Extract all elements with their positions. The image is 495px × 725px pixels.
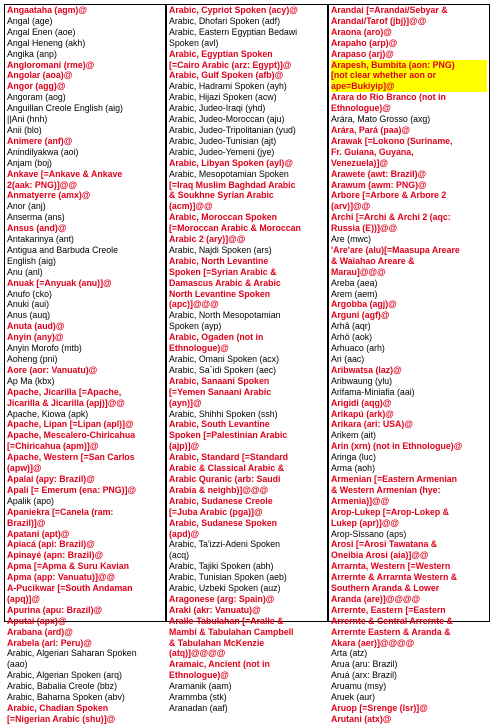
language-entry: Venezuela)]@	[331, 157, 388, 168]
language-entry: Arabic, Hijazi Spoken (acw)	[169, 92, 277, 103]
language-entry: Aramaic, Ancient (not in	[169, 659, 270, 670]
language-entry: Arawak [=Lokono (Suriname,	[331, 135, 453, 146]
language-entry: Areba (aea)	[331, 277, 378, 288]
language-entry: Ethnologue)@	[331, 103, 391, 114]
language-entry: Aruá (arx: Brazil)	[331, 670, 397, 681]
language-entry: (aao)	[7, 659, 28, 670]
language-entry: Arabic, Hadrami Spoken (ayh)	[169, 81, 287, 92]
language-entry: Arabic & Classical Arabic &	[169, 463, 285, 474]
language-entry: Aribwatsa (laz)@	[331, 364, 402, 375]
language-entry: [=Cairo Arabic (arz: Egypt)]@	[169, 59, 292, 70]
language-entry: Angal Heneng (akh)	[7, 37, 86, 48]
language-entry: ||Ani (hnh)	[7, 114, 48, 125]
language-entry: Angaataha (agm)@	[7, 5, 87, 15]
language-entry: Aramanik (aam)	[169, 681, 232, 692]
language-entry: (ayn)]@	[169, 397, 202, 408]
language-entry: Angika (anp)	[7, 48, 57, 59]
language-entry: Apatani (apt)@	[7, 528, 70, 539]
language-entry: Ap Ma (kbx)	[7, 375, 55, 386]
language-entry: Anii (blo)	[7, 124, 42, 135]
language-entry: Apinayé (apn: Brazil)@	[7, 550, 104, 561]
language-entry: Akara (aer)]@@@@	[331, 637, 415, 648]
language-entry: Arabic, Judeo-Tripolitanian (yud)	[169, 124, 296, 135]
language-entry: English (aig)	[7, 255, 56, 266]
language-entry: Antakarinya (ant)	[7, 234, 74, 245]
language-entry: Anuta (aud)@	[7, 321, 65, 332]
language-entry: Arabic, Sanaani Spoken	[169, 375, 270, 386]
language-entry: Jicarilla & Jicarilla (apj)]@@	[7, 397, 125, 408]
language-entry: Arikapú (ark)@	[331, 408, 394, 419]
language-entry: Apache, Jicarilla [=Apache,	[7, 386, 122, 397]
language-entry: [=Moroccan Arabic & Moroccan	[169, 223, 301, 234]
language-entry: Arabic, Standard [=Standard	[169, 452, 289, 463]
language-entry: Arhuaco (arh)	[331, 343, 385, 354]
language-entry: Arma (aoh)	[331, 463, 375, 474]
language-entry: ape=Bukiyip]@	[331, 81, 487, 92]
language-entry: Angolar (aoa)@	[7, 70, 73, 81]
language-entry: Angor (agg)@	[7, 81, 66, 92]
language-entry: Arikem (ait)	[331, 430, 376, 441]
language-entry: Arabic, Judeo-Iraqi (yhd)	[169, 103, 266, 114]
language-entry: Arrernte & Central Arrernte &	[331, 615, 453, 626]
language-entry: Argobba (agj)@	[331, 299, 397, 310]
language-entry: 2(aak: PNG)]@@	[7, 179, 77, 190]
language-entry: Arrernte & Arrarnta Western &	[331, 572, 458, 583]
language-entry: Arop-Lukep [=Arop-Lokep &	[331, 506, 450, 517]
language-entry: Arapesh, Bumbita (aon: PNG)	[331, 60, 487, 71]
language-entry: Arabic, Judeo-Yemeni (jye)	[169, 146, 275, 157]
language-entry: Animere (anf)@	[7, 135, 73, 146]
language-entry: Angoram (aog)	[7, 92, 66, 103]
language-entry: Arabic Quranic (arb: Saudi	[169, 473, 281, 484]
language-entry: Lukep (apr)]@@	[331, 517, 399, 528]
language-entry: Arifama-Miniafia (aai)	[331, 386, 415, 397]
language-entry: Arabic, Moroccan Spoken	[169, 212, 278, 223]
language-entry: Arabic, Judeo-Moroccan (aju)	[169, 114, 285, 125]
language-entry: Arguni (agf)@	[331, 310, 390, 321]
language-entry: (apc)]@@@	[169, 299, 219, 310]
language-entry: Angloromani (rme)@	[7, 59, 95, 70]
language-entry: Arabic, Mesopotamian Spoken	[169, 168, 289, 179]
language-entry: Apache, Mescalero-Chiricahua	[7, 430, 136, 441]
language-entry: Russia (E))]@@	[331, 223, 398, 234]
language-entry: Anufo (cko)	[7, 288, 52, 299]
language-entry: [=Iraq Muslim Baghdad Arabic	[169, 179, 296, 190]
language-entry: Anguillan Creole English (aig)	[7, 103, 123, 114]
language-entry: Apali [= Emerum (ena: PNG)]@	[7, 484, 137, 495]
language-entry: Anyin (any)@	[7, 332, 64, 343]
language-entry: Aranda (are)]@@@@	[331, 593, 421, 604]
language-entry: Arabic, Algerian Spoken (arq)	[7, 670, 122, 681]
language-entry: Arammba (stk)	[169, 692, 227, 703]
language-entry: Armenia)]@@	[331, 495, 390, 506]
language-entry: Arabic, Sudanese Creole	[169, 495, 273, 506]
language-entry: (apd)@	[169, 528, 200, 539]
language-entry: Arrarnta, Western [=Western	[331, 561, 451, 572]
language-entry: Arbore [=Arbore & Arbore 2	[331, 190, 447, 201]
language-entry: Arawete (awt: Brazil)@	[331, 168, 427, 179]
language-entry: Arabic 2 (ary)]@@	[169, 234, 246, 245]
language-entry: (acm)]@@	[169, 201, 213, 212]
language-entry: Arára, Pará (paa)@	[331, 124, 410, 135]
language-entry: Arhâ (aqr)	[331, 321, 371, 332]
language-entry: Angal (age)	[7, 15, 53, 26]
language-entry: Arabia & neighb)]@@@	[169, 484, 269, 495]
language-entry: Apurina (apu: Brazil)@	[7, 604, 103, 615]
language-entry: Damascus Arabic & Arabic	[169, 277, 281, 288]
language-entry: Arin (xrn) (not in Ethnologue)@	[331, 441, 463, 452]
language-entry: Arabic, Tajiki Spoken (abh)	[169, 561, 274, 572]
language-entry: Marau]@@@	[331, 266, 386, 277]
language-entry: Aoheng (pni)	[7, 354, 58, 364]
language-entry: Aruop [=Srenge (lsr)]@	[331, 703, 428, 713]
language-entry: Apache, Western [=San Carlos	[7, 452, 135, 463]
language-entry: Arabic, North Mesopotamian	[169, 310, 281, 321]
language-entry: [=Juba Arabic (pga)]@	[169, 506, 263, 517]
language-entry: (apw)]@	[7, 463, 42, 474]
language-entry: & Waiahao Areare &	[331, 255, 415, 266]
language-entry: Arabic, South Levantine	[169, 419, 270, 430]
language-entry: [not clear whether aon or	[331, 70, 487, 81]
language-entry: Are (mwc)	[331, 234, 372, 245]
language-entry: (arv)]@@	[331, 201, 371, 212]
language-entry: A-Pucikwar [=South Andaman	[7, 583, 133, 594]
language-entry: Arabic, Egyptian Spoken	[169, 48, 273, 59]
language-entry: Arabela (arl: Peru)@	[7, 637, 92, 648]
language-entry: Arabic, Tunisian Spoken (aeb)	[169, 572, 287, 583]
language-entry: Apaniekra [=Canela (ram:	[7, 506, 114, 517]
language-entry: Arabic, Libyan Spoken (ayl)@	[169, 157, 293, 168]
language-entry: Arigidi (aqg)@	[331, 397, 392, 408]
language-entry: Arabic, Uzbeki Spoken (auz)	[169, 583, 281, 594]
language-entry: Arem (aem)	[331, 288, 378, 299]
language-entry: Arta (atz)	[331, 648, 368, 659]
language-entry: Arabic, Ogaden (not in	[169, 332, 264, 343]
language-entry: Apache, Kiowa (apk)	[7, 408, 89, 419]
language-entry: Anindilyakwa (aoi)	[7, 146, 79, 157]
language-entry: & Western Armenian (hye:	[331, 484, 441, 495]
language-entry: Antigua and Barbuda Creole	[7, 244, 119, 255]
language-entry: Aringa (luc)	[331, 452, 376, 463]
language-entry: North Levantine Spoken	[169, 288, 271, 299]
language-entry: Aruek (aur)	[331, 692, 375, 703]
language-entry: Spoken [=Palestinian Arabic	[169, 430, 288, 441]
language-entry: (atq)]@@@@	[169, 648, 226, 659]
language-entry: Mambi & Tabulahan Campbell	[169, 626, 294, 637]
language-entry: Anserma (ans)	[7, 212, 65, 223]
language-entry: Arapaho (arp)@	[331, 37, 398, 48]
language-entry: Southern Aranda & Lower	[331, 583, 440, 594]
language-entry: Apiacá (api: Brazil)@	[7, 539, 95, 550]
language-entry: Aranadan (aaf)	[169, 703, 228, 713]
language-entry: Arabic, Sudanese Spoken	[169, 517, 278, 528]
language-entry: Aragonese (arg: Spain)@	[169, 593, 275, 604]
language-entry: Arabic, Babalia Creole (bbz)	[7, 681, 118, 692]
language-entry: Arabic, Gulf Spoken (afb)@	[169, 70, 284, 81]
language-entry: Anjam (boj)	[7, 157, 52, 168]
language-entry: Archi [=Archi & Archi 2 (aqc:	[331, 212, 451, 223]
language-entry: Arop-Sissano (aps)	[331, 528, 407, 539]
language-entry: Anuki (aui)	[7, 299, 50, 310]
language-entry: Spoken (avl)	[169, 37, 219, 48]
language-entry: Arabana (ard)@	[7, 626, 73, 637]
language-entry: Arosi [=Arosi Tawatana &	[331, 539, 438, 550]
language-entry: Aribwaung (ylu)	[331, 375, 393, 386]
language-entry: Ankave [=Ankave & Ankave	[7, 168, 123, 179]
language-entry: Aruamu (msy)	[331, 681, 387, 692]
language-entry: Apalai (apy: Brazil)@	[7, 473, 95, 484]
language-entry: Anmatyerre (amx)@	[7, 190, 91, 201]
language-entry: Arrernte Eastern & Aranda &	[331, 626, 451, 637]
language-entry: Arabic, Sa`idi Spoken (aec)	[169, 364, 277, 375]
language-entry: Arabic, Ta'izzi-Adeni Spoken	[169, 539, 281, 550]
language-entry: Arabic, Judeo-Tunisian (ajt)	[169, 135, 277, 146]
language-entry: Apma (app: Vanuatu)]@@	[7, 572, 116, 583]
language-entry: Arapaso (arj)@	[331, 48, 394, 59]
language-entry: (apq)]@	[7, 593, 41, 604]
language-entry: Arabic, Baharna Spoken (abv)	[7, 692, 125, 703]
language-entry: & Tabulahan McKenzie	[169, 637, 265, 648]
language-entry: Ansus (and)@	[7, 223, 67, 234]
language-entry: Anus (auq)	[7, 310, 51, 321]
language-entry: Arabic, Shihhi Spoken (ssh)	[169, 408, 278, 419]
language-entry: Armenian [=Eastern Armenian	[331, 473, 458, 484]
language-entry: Anyin Morofo (mtb)	[7, 343, 82, 354]
language-entry: Spoken (ayp)	[169, 321, 222, 332]
column-2	[166, 4, 328, 713]
language-entry: Araona (aro)@	[331, 26, 392, 37]
language-entry: Arabic, Algerian Saharan Spoken	[7, 648, 137, 659]
language-entry: Arikara (ari: USA)@	[331, 419, 413, 430]
language-entry: Angal Enen (aoe)	[7, 26, 76, 37]
language-entry: Araki (akr: Vanuatu)@	[169, 604, 261, 615]
language-entry: Arabic, Omani Spoken (acx)	[169, 354, 280, 364]
language-entry: Fr. Guiana, Guyana,	[331, 146, 414, 157]
language-entry: Aputai (apx)@	[7, 615, 67, 626]
language-entry: Ethnologue)@	[169, 343, 229, 354]
language-entry: Arawum (awm: PNG)@	[331, 179, 427, 190]
language-entry: [=Nigerian Arabic (shu)]@	[7, 713, 116, 724]
language-entry: Ethnologue)@	[169, 670, 229, 681]
language-entry: Arhö (aok)	[331, 332, 373, 343]
language-entry: Anu (anl)	[7, 266, 43, 277]
language-entry: Aore (aor: Vanuatu)@	[7, 364, 98, 375]
language-entry: Arandai/Tarof (jbj)]@@	[331, 15, 427, 26]
language-entry: Aralle-Tabulahan [=Aralle &	[169, 615, 284, 626]
language-entry: [=Yemen Sanaani Arabic	[169, 386, 272, 397]
language-entry: Oneibia Arosi (aia)]@@	[331, 550, 429, 561]
language-entry: Arutani (atx)@	[331, 713, 392, 724]
language-entry: Arua (aru: Brazil)	[331, 659, 398, 670]
language-entry: Arandai [=Arandai/Sebyar &	[331, 5, 448, 15]
language-entry: Arabic, Eastern Egyptian Bedawi	[169, 26, 298, 37]
language-entry: Apma [=Apma & Suru Kavian	[7, 561, 129, 572]
language-entry: Arabic, Dhofari Spoken (adf)	[169, 15, 280, 26]
language-entry: [=Chiricahua (apm)]@	[7, 441, 99, 452]
language-entry: (ajp)]@	[169, 441, 200, 452]
language-entry: Arabic, Cypriot Spoken (acy)@	[169, 5, 298, 15]
language-entry: Arára, Mato Grosso (axg)	[331, 114, 431, 125]
language-entry: Anor (anj)	[7, 201, 46, 212]
language-entry: 'Are'are (alu)[=Maasupa Areare	[331, 244, 460, 255]
language-entry: Arara do Rio Branco (not in	[331, 92, 446, 103]
language-entry: (acq)	[169, 550, 190, 561]
language-entry: & Soukhne Syrian Arabic	[169, 190, 274, 201]
language-entry: Apache, Lipan [=Lipan (apl)]@	[7, 419, 134, 430]
language-entry: Arabic, Najdi Spoken (ars)	[169, 244, 272, 255]
language-entry: Apalik (apo)	[7, 495, 54, 506]
language-entry: Spoken [=Syrian Arabic &	[169, 266, 277, 277]
language-entry: Brazil)]@	[7, 517, 46, 528]
column-1	[4, 4, 166, 724]
language-entry: Ari (aac)	[331, 354, 365, 364]
column-3	[328, 4, 490, 724]
language-entry: Arabic, North Levantine	[169, 255, 269, 266]
language-entry: Anuak [=Anyuak (anu)]@	[7, 277, 112, 288]
language-entry: Arrernte, Eastern [=Eastern	[331, 604, 446, 615]
language-entry: Arabic, Chadian Spoken	[7, 703, 109, 713]
